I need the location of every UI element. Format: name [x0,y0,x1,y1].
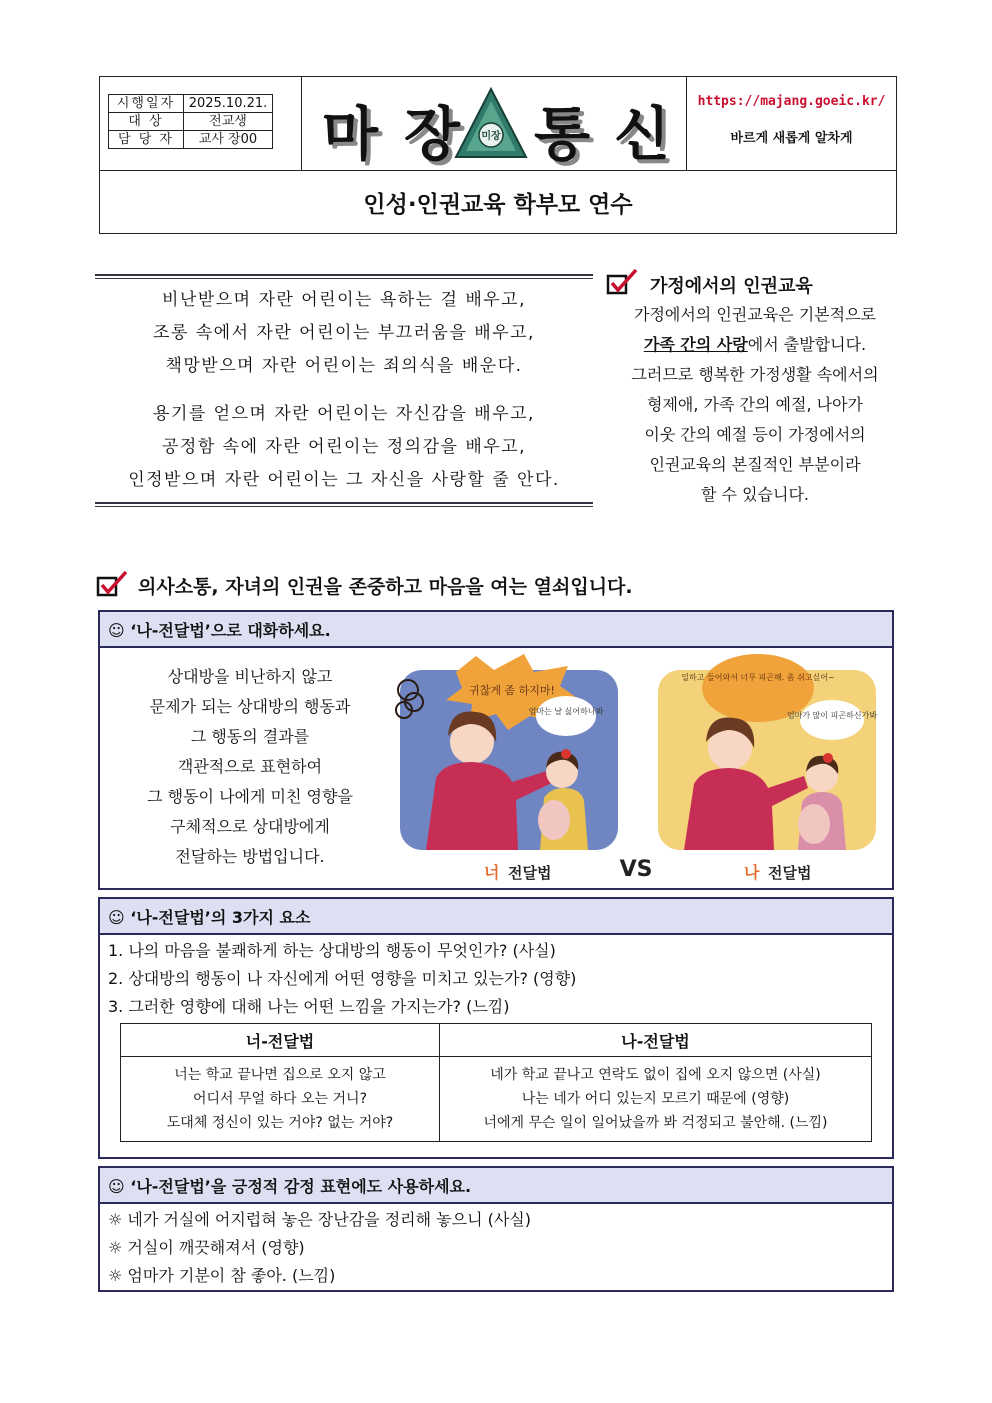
side-line: 인권교육의 본질적인 부분이라 [649,455,861,474]
right-child-bubble-text: 엄마가 많이 피곤하신가봐 [786,711,878,720]
meta-panel [100,77,302,170]
column-header-you-message: 너-전달법 [121,1024,440,1057]
description-line: 구체적으로 상대방에게 [170,817,330,836]
meta-value: 2025.10.21. [184,95,273,113]
box-heading: ☺ ‘나-전달법’으로 대화하세요. [100,612,892,648]
newsletter-header [99,76,897,234]
i-message-box [98,610,894,890]
meta-row [109,113,273,131]
child-bow [561,749,571,759]
left-bubble-text: 귀찮게 좀 하지마! [469,684,555,697]
elements-list [108,937,576,1021]
list-item: ☼ 엄마가 기분이 참 좋아. (느낌) [108,1266,336,1285]
newsletter-title [302,77,687,170]
i-message-cell [440,1057,872,1142]
description-line: 상대방을 비난하지 않고 [167,667,333,686]
three-elements-box [98,897,894,1159]
list-item: ☼ 네가 거실에 어지럽혀 놓은 장난감을 정리해 놓으니 (사실) [108,1210,532,1229]
school-url-link[interactable]: https://majang.goeic.kr/ [697,94,886,109]
title-char: 장 [404,100,461,168]
side-line: 형제애, 가족 간의 예절, 나아가 [647,395,863,414]
title-char: 통 [534,100,591,168]
poem-line: 인정받으며 자란 어린이는 그 자신을 사랑할 줄 안다. [128,470,560,490]
divider [95,274,593,279]
teddy-toy [538,800,570,840]
side-line-emphasis [606,330,904,360]
poem-stanza-1 [95,284,593,383]
section-title: 의사소통, 자녀의 인권을 존중하고 마음을 여는 열쇠입니다. [138,576,633,598]
positive-example-list [108,1206,531,1290]
box-heading: ☺ ‘나-전달법’의 3가지 요소 [100,899,892,935]
meta-row [109,131,273,149]
cell-line: 나는 네가 어디 있는지 모르기 때문에 (영향) [521,1091,790,1107]
side-line: 가정에서의 인권교육은 기본적으로 [633,305,876,324]
table-row [121,1057,872,1142]
list-item: 2. 상대방의 행동이 나 자신에게 어떤 영향을 미치고 있는가? (영향) [108,969,577,988]
vs-label: VS [619,857,653,882]
right-child-bubble [800,700,864,740]
left-child-bubble-text: 엄마는 날 싫어하나봐 [528,707,604,716]
cell-line: 너는 학교 끝나면 집으로 오지 않고 [174,1067,386,1083]
side-section-body [606,300,904,510]
you-message-cell [121,1057,440,1142]
poem-line: 용기를 얻으며 자란 어린이는 자신감을 배우고, [153,404,535,424]
cell-line: 너에게 무슨 일이 일어났을까 봐 걱정되고 불안해. (느낌) [483,1115,828,1131]
meta-table [108,94,273,149]
title-char: 신 [614,100,671,168]
checkbox-check-icon [606,268,638,296]
list-item: ☼ 거실이 깨끗해져서 (영향) [108,1238,305,1257]
title-char: 마 [322,100,379,168]
you-vs-i-message-illustration [384,650,892,888]
school-motto: 바르게 새롭게 알차게 [730,131,853,146]
description-line: 그 행동의 결과를 [190,727,310,746]
meta-key: 대 상 [109,113,184,131]
side-line: 할 수 있습니다. [701,485,809,504]
cell-line: 도대체 정신이 있는 거야? 없는 거야? [166,1115,394,1131]
description-line: 그 행동이 나에게 미친 영향을 [147,787,353,806]
box-heading: ☺ ‘나-전달법’을 긍정적 감정 표현에도 사용하세요. [100,1168,892,1204]
poem-line: 조롱 속에서 자란 어린이는 부끄러움을 배우고, [153,323,535,343]
description-line: 문제가 되는 상대방의 행동과 [149,697,351,716]
left-child-bubble [536,696,596,736]
meta-value: 전교생 [184,113,273,131]
poem-block [95,274,593,507]
meta-key: 담 당 자 [109,131,184,149]
i-message-description [110,662,390,872]
teddy-toy [798,804,830,844]
meta-key: 시행일자 [109,95,184,113]
side-section-title: 가정에서의 인권교육 [650,276,813,297]
side-line-rest: 에서 출발합니다. [747,335,867,354]
list-item: 1. 나의 마음을 불쾌하게 하는 상대방의 행동이 무엇인가? (사실) [108,941,556,960]
description-line: 전달하는 방법입니다. [175,847,325,866]
positive-emotion-box [98,1166,894,1292]
poem-line: 비난받으며 자란 어린이는 욕하는 걸 배우고, [161,290,527,310]
meta-row [109,95,273,113]
comparison-table [120,1023,872,1142]
logo-text: 미장 [481,131,501,142]
child-bow [823,753,833,763]
side-line: 이웃 간의 예절 등이 가정에서의 [644,425,866,444]
right-bubble-text: 일하고 들어와서 너무 피곤해. 좀 쉬고싶어~ [681,673,835,682]
table-header-row [121,1024,872,1057]
poem-stanza-2 [95,398,593,497]
right-label-quote: 나 [744,863,760,882]
emphasis-text: 가족 간의 사랑 [643,335,748,354]
left-label-quote: 너 [484,863,500,882]
cell-line: 어디서 무얼 하다 오는 거니? [193,1091,367,1107]
cell-line: 네가 학교 끝나고 연락도 없이 집에 오지 않으면 (사실) [490,1067,821,1083]
contact-panel [687,77,896,170]
description-line: 객관적으로 표현하여 [177,757,323,776]
school-logo-icon [454,87,528,161]
divider [95,502,593,507]
left-label: 전달법 [508,864,552,882]
checkbox-check-icon [96,570,128,598]
page-title: 인성·인권교육 학부모 연수 [100,170,896,234]
list-item: 3. 그러한 영향에 대해 나는 어떤 느낌을 가지는가? (느낌) [108,997,510,1016]
poem-line: 공정함 속에 자란 어린이는 정의감을 배우고, [161,437,527,457]
poem-line: 책망받으며 자란 어린이는 죄의식을 배운다. [165,356,523,376]
right-label: 전달법 [768,864,812,882]
side-line: 그러므로 행복한 가정생활 속에서의 [631,365,879,384]
meta-value: 교사 장00 [184,131,273,149]
column-header-i-message: 나-전달법 [440,1024,872,1057]
